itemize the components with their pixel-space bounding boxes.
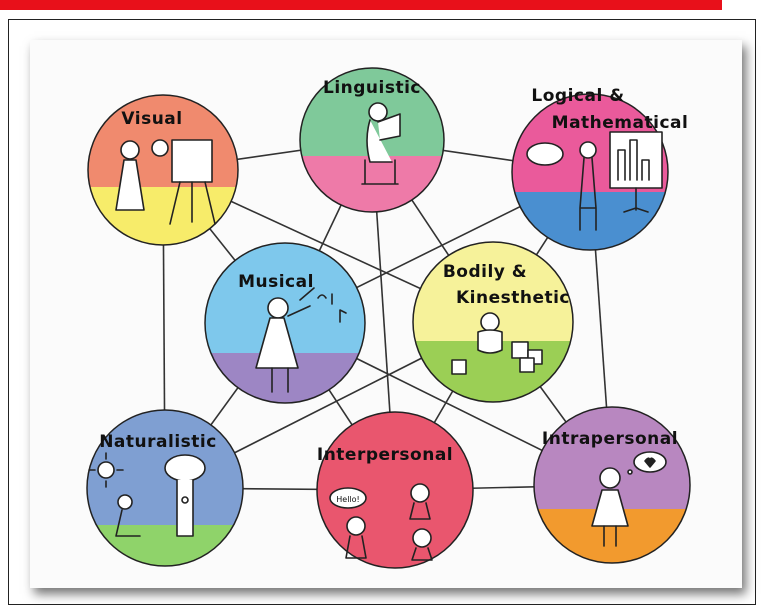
label-intrapersonal: Intrapersonal (541, 429, 679, 449)
node-bodily-kinesthetic (410, 240, 580, 411)
node-logical-mathematical (505, 86, 688, 262)
label-linguistic: Linguistic (322, 78, 422, 98)
label-musical: Musical (238, 272, 314, 292)
label-logical-line2: Mathematical (551, 113, 689, 133)
label-visual: Visual (121, 109, 183, 129)
node-visual (85, 92, 245, 257)
node-naturalistic (85, 408, 245, 570)
label-logical-line1: Logical & (531, 86, 625, 106)
label-bodily-line2: Kinesthetic (455, 288, 571, 308)
hello-bubble-text: Hello! (336, 495, 360, 504)
label-interpersonal: Interpersonal (316, 445, 454, 465)
node-interpersonal (317, 412, 473, 568)
node-intrapersonal (530, 405, 700, 569)
node-musical (200, 240, 370, 413)
label-naturalistic: Naturalistic (99, 432, 217, 452)
label-bodily-line1: Bodily & (442, 262, 528, 282)
node-linguistic (290, 60, 460, 226)
